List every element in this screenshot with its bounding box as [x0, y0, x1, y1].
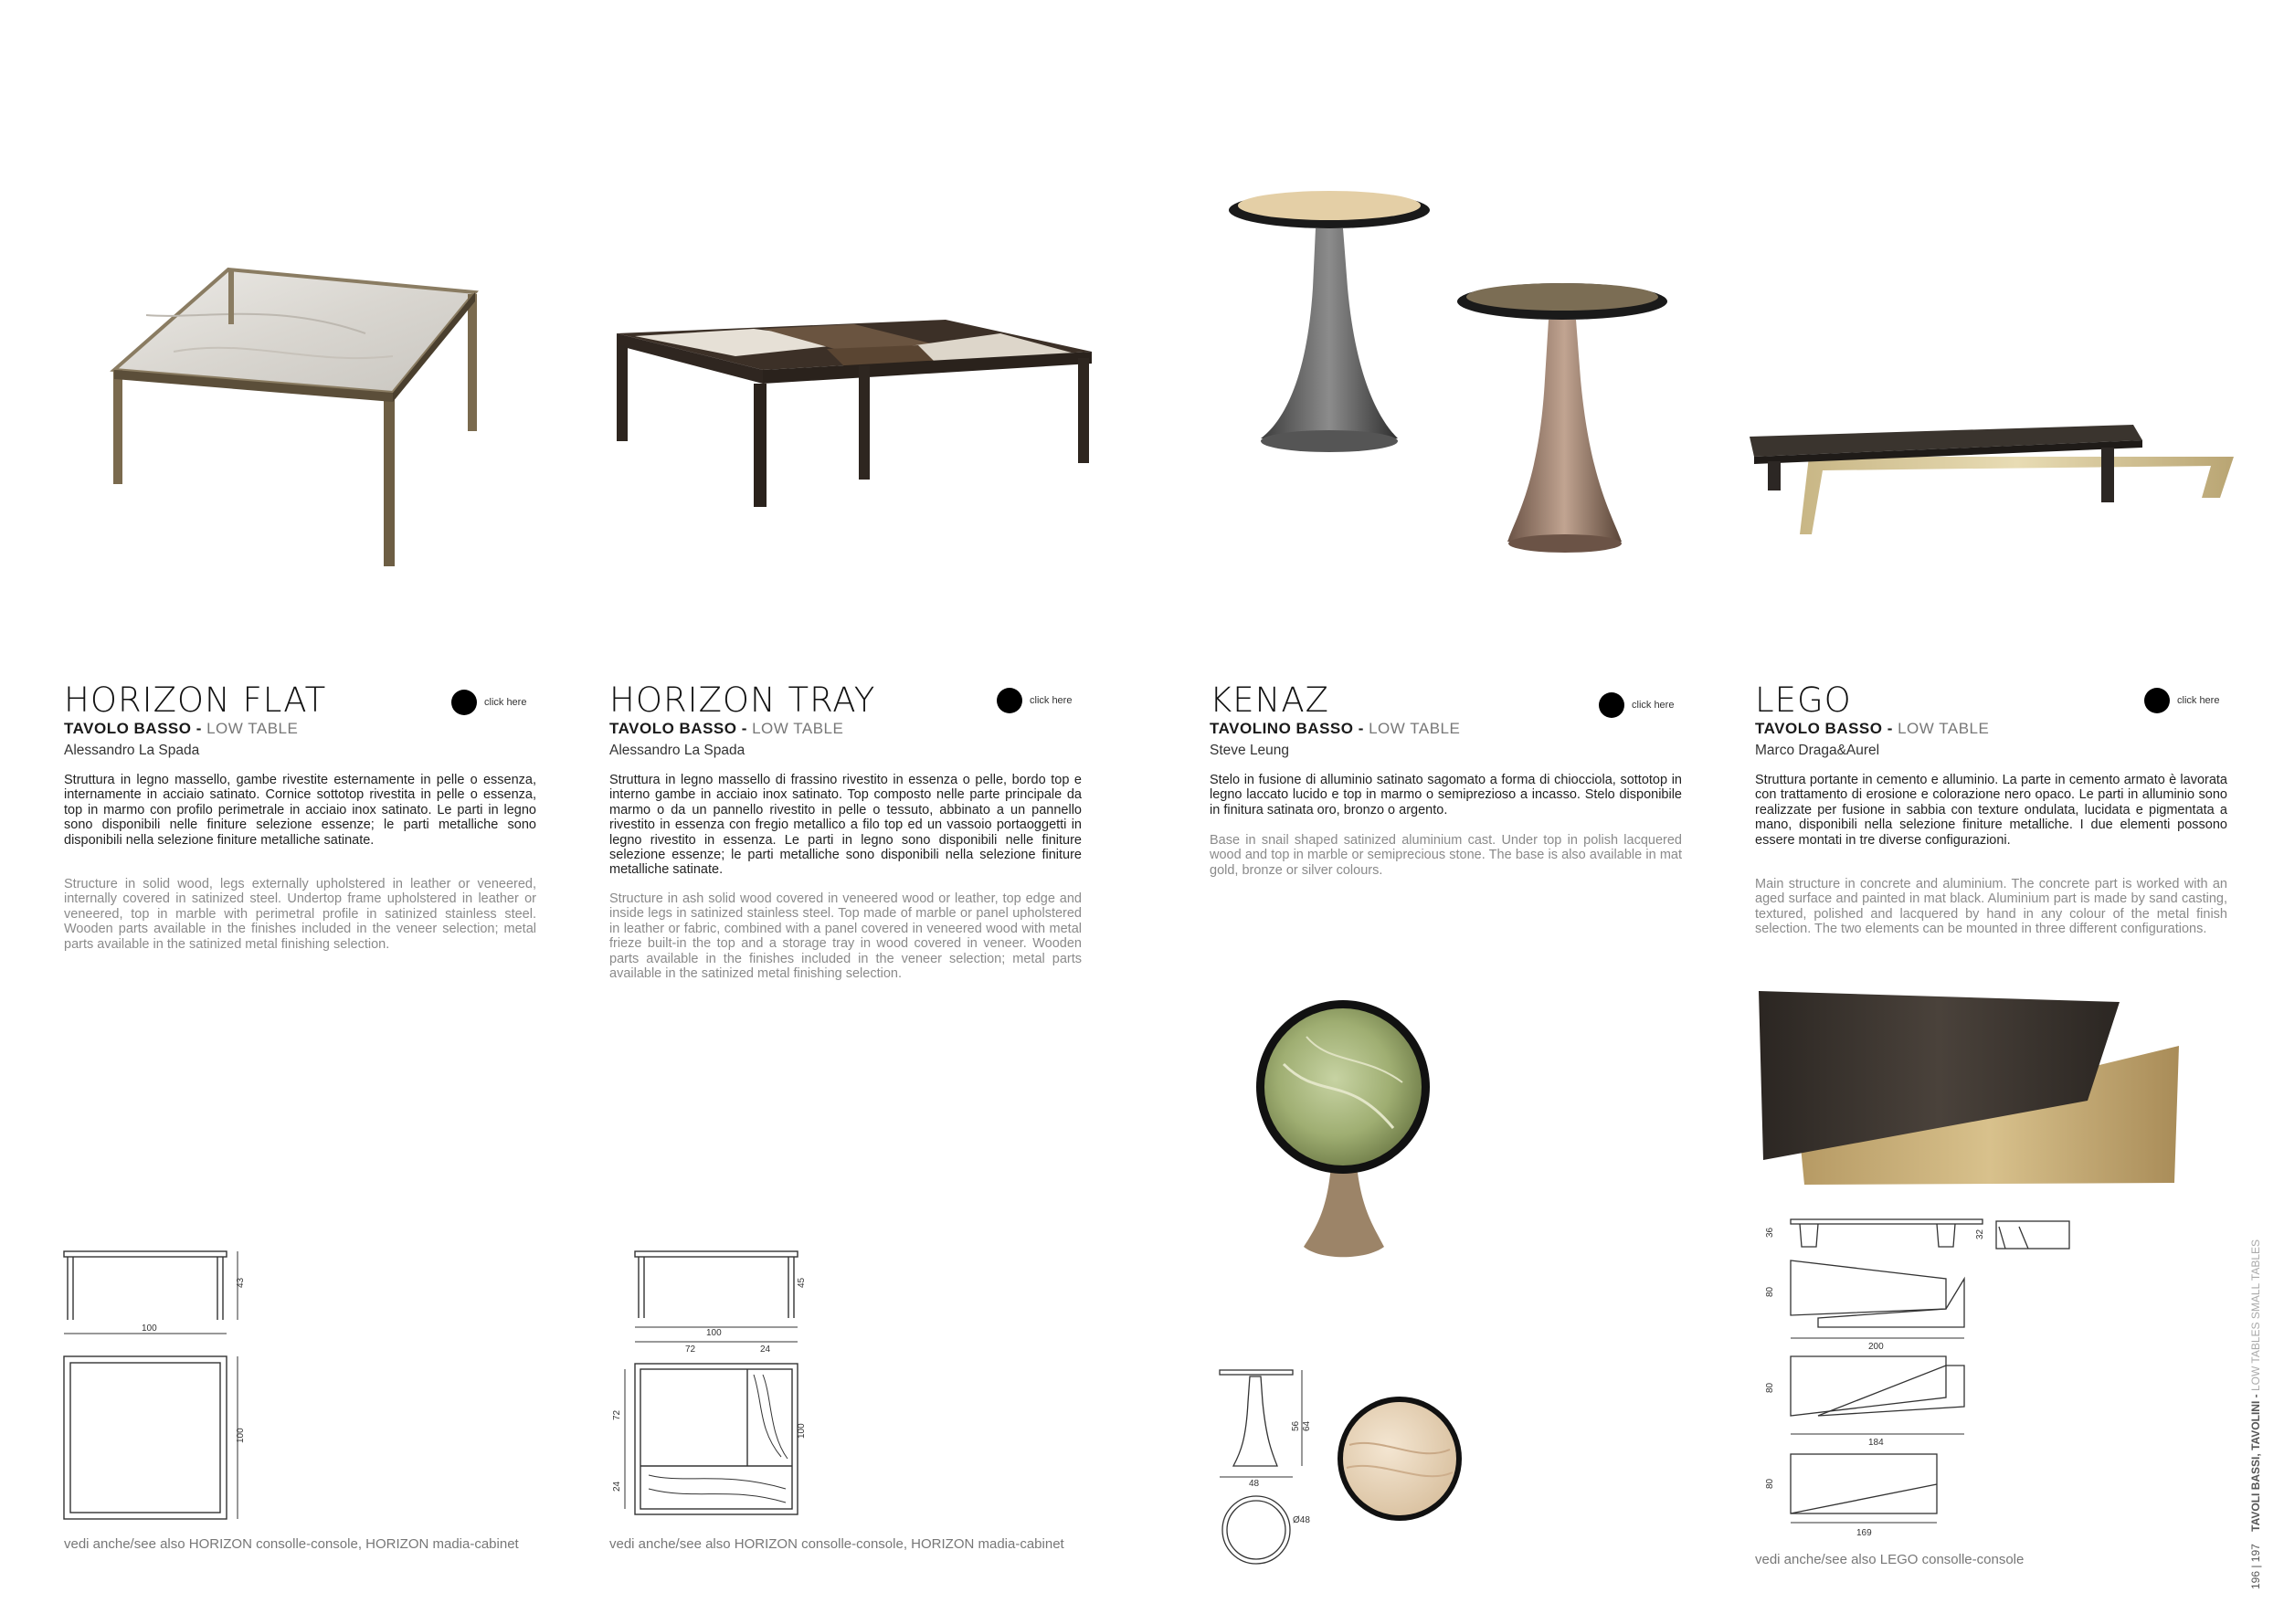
- description-en: Structure in solid wood, legs externally upholstered in leather or veneered, internally covered in satinized steel. Undertop frame upholstered in leather or veneered, top in marble with perimetral profile in satinized stainless steel. Wooden parts available in the finishes included in the veneer selection; metal parts available in the satinized metal finishing selection.: [64, 877, 536, 952]
- category-it: TAVOLO BASSO -: [609, 720, 753, 737]
- description-it: Struttura in legno massello di frassino rivestito in essenza o pelle, bordo top e interno gambe in acciaio inox satinato. Top composto nelle parte principale da marmo o da un pannello rivestito in pelle o tessuto, abbinato a un pannello rivestito in essenza con fregio metallico a filo top ed un vassoio portaoggetti in legno rivestito in essenza. Le parti in legno sono disponibili nelle finiture selezione essenze; le parti metalliche sono disponibili nella selezione finiture metalliche satinate.: [609, 773, 1082, 878]
- description-it: Struttura portante in cemento e alluminio. La parte in cemento armato è lavorata con trattamento di erosione e colorazione nero opaco. Le parti in alluminio sono realizzate per fusione in sabbia con texture ondulata, lucidata e pigmentata a mano, disponibili nella selezione finiture metalliche. I due elementi possono essere montati in tre diverse configurazioni.: [1755, 773, 2227, 848]
- section-label: [2249, 1239, 2262, 1589]
- dim-diameter: Ø48: [1293, 1515, 1310, 1525]
- kenaz-onyx-table-image: [1229, 1000, 1466, 1274]
- product-title: HORIZON TRAY: [609, 680, 876, 720]
- product-title: HORIZON FLAT: [64, 680, 327, 720]
- dim-depth: 100: [797, 1423, 807, 1439]
- category-it: TAVOLO BASSO -: [1755, 720, 1898, 737]
- click-here-label: click here: [2177, 695, 2220, 706]
- dim-height: 36: [1765, 1227, 1775, 1238]
- dim-a: 72: [685, 1345, 696, 1355]
- click-here-link[interactable]: [2144, 688, 2219, 713]
- dim-b: 24: [760, 1345, 771, 1355]
- bullet-icon: [1599, 692, 1624, 718]
- lego-drawing: [1754, 1210, 2074, 1544]
- bullet-icon: [2144, 688, 2170, 713]
- product-title: KENAZ: [1210, 680, 1329, 720]
- dim-depth-1: 80: [1765, 1286, 1775, 1297]
- dim-height-2: 64: [1302, 1420, 1312, 1431]
- kenaz-drawing: [1215, 1366, 1325, 1576]
- see-also-text: vedi anche/see also HORIZON consolle-console, HORIZON madia-cabinet: [64, 1536, 519, 1552]
- description-it: Struttura in legno massello, gambe rivestite esternamente in pelle o essenza, internamente in acciaio satinato. Cornice sottotop rivestita in pelle o essenza, top in marmo con profilo perimetrale in acciaio inox satinato. Le parti in legno sono disponibili nelle finiture selezione essenze; le parti metalliche sono disponibili nella selezione finiture metalliche satinate.: [64, 773, 536, 848]
- product-category: [64, 720, 298, 738]
- dim-depth-3: 80: [1765, 1478, 1775, 1489]
- see-also-text: vedi anche/see also LEGO consolle-console: [1755, 1552, 2025, 1567]
- section-en: LOW TABLES SMALL TABLES: [2249, 1239, 2262, 1392]
- category-en: LOW TABLE: [1898, 720, 1990, 737]
- click-here-label: click here: [1030, 695, 1073, 706]
- description-en: Base in snail shaped satinized aluminium cast. Under top in polish lacquered wood and top in marble or semiprecious stone. The base is also available in mat gold, bronze or silver colours.: [1210, 833, 1682, 878]
- designer-name: Marco Draga&Aurel: [1755, 743, 1880, 758]
- category-en: LOW TABLE: [752, 720, 844, 737]
- click-here-link[interactable]: [451, 690, 526, 715]
- dim-width-1: 200: [1868, 1342, 1884, 1352]
- page-numbers: 196 | 197: [2249, 1544, 2262, 1589]
- designer-name: Alessandro La Spada: [609, 743, 745, 758]
- bullet-icon: [997, 688, 1022, 713]
- click-here-label: click here: [484, 697, 527, 708]
- description-en: Structure in ash solid wood covered in veneered wood or leather, top edge and inside legs in satinized stainless steel. Top made of marble or panel upholstered in leather or fabric, combined with a panel covered in veneered wood with metal frieze built-in the top and a storage tray in wood covered in veneer. Wooden parts available in the finishes included in the veneer selection; metal parts available in the satinized metal finishing selection.: [609, 891, 1082, 982]
- click-here-link[interactable]: [1599, 692, 1674, 718]
- dim-b-vertical: 24: [612, 1481, 622, 1492]
- category-en: LOW TABLE: [1369, 720, 1461, 737]
- dim-height: 43: [236, 1277, 246, 1288]
- kenaz-top-view-image: [1336, 1395, 1464, 1523]
- category-it: TAVOLINO BASSO -: [1210, 720, 1369, 737]
- dim-width: 100: [706, 1328, 722, 1338]
- horizon-flat-image: [91, 247, 493, 575]
- dim-width-2: 184: [1868, 1438, 1884, 1448]
- dim-width: 100: [142, 1323, 157, 1334]
- dim-a-vertical: 72: [612, 1409, 622, 1420]
- lego-image: [1750, 411, 2234, 548]
- click-here-label: click here: [1632, 700, 1675, 711]
- product-category: [609, 720, 843, 738]
- product-category: [1210, 720, 1460, 738]
- horizon-tray-image: [617, 292, 1092, 511]
- designer-name: Alessandro La Spada: [64, 743, 200, 758]
- horizon-flat-drawing: [64, 1247, 256, 1521]
- horizon-tray-drawing: [612, 1247, 813, 1521]
- category-en: LOW TABLE: [206, 720, 299, 737]
- see-also-text: vedi anche/see also HORIZON consolle-console, HORIZON madia-cabinet: [609, 1536, 1064, 1552]
- dim-width-3: 169: [1856, 1528, 1872, 1538]
- dim-width: 48: [1249, 1479, 1260, 1489]
- category-it: TAVOLO BASSO -: [64, 720, 207, 737]
- dim-height: 45: [797, 1277, 807, 1288]
- product-title: LEGO: [1755, 680, 1852, 720]
- lego-top-view-image: [1759, 991, 2197, 1192]
- click-here-link[interactable]: [997, 688, 1072, 713]
- dim-depth: 100: [236, 1428, 246, 1443]
- description-en: Main structure in concrete and aluminium. The concrete part is worked with an aged surface and painted in mat black. Aluminium part is made by sand casting, textured, polished and lacquered by hand in any colour of the metal finish selection. The two elements can be mounted in three different configurations.: [1755, 877, 2227, 937]
- bullet-icon: [451, 690, 477, 715]
- dim-depth-2: 80: [1765, 1382, 1775, 1393]
- dim-height-1: 56: [1291, 1420, 1301, 1431]
- kenaz-image: [1229, 187, 1704, 580]
- product-category: [1755, 720, 1989, 738]
- dim-height-2: 32: [1975, 1229, 1985, 1239]
- description-it: Stelo in fusione di alluminio satinato sagomato a forma di chiocciola, sottotop in legno laccato lucido e top in marmo o semiprezioso a incasso. Stelo disponibile in finitura satinata oro, bronzo o argento.: [1210, 773, 1682, 817]
- designer-name: Steve Leung: [1210, 743, 1290, 758]
- section-it: TAVOLI BASSI, TAVOLINI -: [2249, 1391, 2262, 1532]
